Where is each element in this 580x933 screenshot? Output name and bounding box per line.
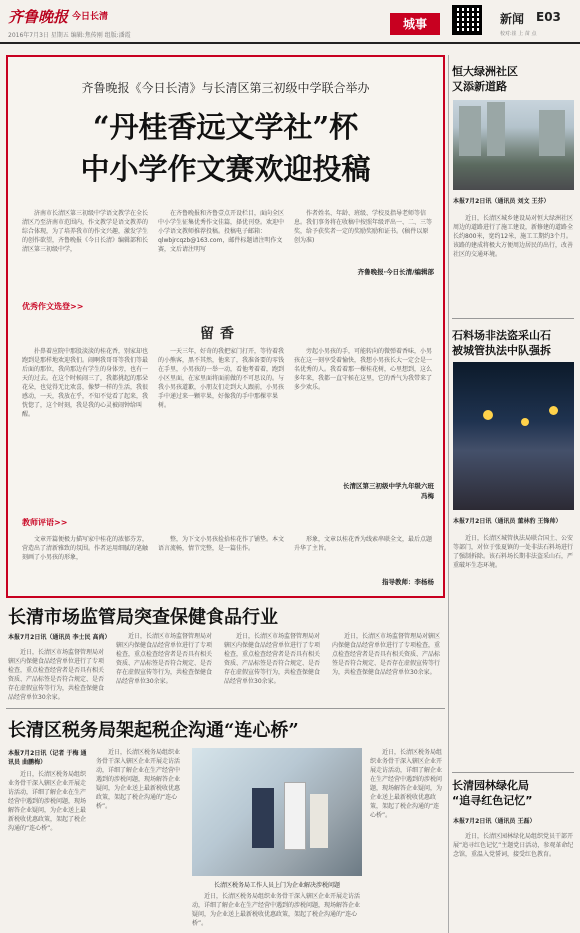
essay-contest-feature xyxy=(6,55,445,598)
section-badge: 城事 xyxy=(390,13,440,35)
masthead-logo: 齐鲁晚报 xyxy=(8,8,69,26)
teacher-comment-col-1: 文章开篇便极力描写家中桂花的浓郁芬芳，营造出了清新雅致的氛围。作者运用细腻的笔触刻画了小男孩的形象， xyxy=(22,536,149,561)
right-article-3-byline: 本报7月2日讯（通讯员 王磊） xyxy=(453,818,536,825)
right-article-1-byline: 本报7月2日讯（通讯员 刘文 王芬） xyxy=(453,198,550,205)
photo-caption: 长清区税务局工作人员上门为企业解决涉税问题 xyxy=(213,882,340,889)
right-article-2-byline: 本报7月2日讯（通讯员 董林豹 王锋帅） xyxy=(453,518,562,525)
right-article-3-title: 长清园林绿化局 “追寻红色记忆” xyxy=(452,779,533,807)
right-article-1-body: 近日，长清区城乡建设局对恒大绿洲社区周边的道路进行了施工建设，新修建的道路全长约800米，宽约12米，施工工期约3个月。该路的建成将极大方便周边居民的出行，改善社区的交通环境。 xyxy=(453,215,574,258)
qr-code-icon xyxy=(452,5,482,35)
essay-col-3: 旁起小男孩的手，可能转向的微弹着香味，小男孩在这一刻享受着愉快，我想小男孩长大一定会是一名优秀的人。我看着那一棵桂花树，心里想到，这么多年来，我都一直守候在这里，它的香气为我带来了多少欢乐。 xyxy=(294,348,433,391)
right-article-2-body: 近日，长清区城管执法局联合国土、公安等部门，对位于张夏镇的一处非法石料场进行了强制拆除。该石料场长期非法盗采山石，严重破坏生态环境。 xyxy=(453,535,574,569)
right-article-3-body: 近日，长清区园林绿化局组织党员干部开展“追寻红色记忆”主题党日活动，参观革命纪念馆，重温入党誓词，接受红色教育。 xyxy=(453,833,574,858)
page-header xyxy=(0,0,580,44)
essay-author-name: 冯梅 xyxy=(421,492,434,500)
intro-col-3: 作者姓名、年龄、班级、学校及指导老师等信息。我们事务将在收稿中按照年级评出一、二、三等奖，给予获奖者一定的奖励奖励和证书。(稿件以原创为准) xyxy=(294,210,433,244)
article-1-body-col-2: 近日，长清区市场监督管理局对辖区内保健食品经营单位进行了专项检查，重点检查经营者是否具有相关资质、产品标签是否符合规定、是否存在虚假宣传等行为，共检查保健食品经营单位30余家。 xyxy=(116,633,213,685)
article-1-body-col-3: 近日，长清区市场监督管理局对辖区内保健食品经营单位进行了专项检查，重点检查经营者是否具有相关资质、产品标签是否符合规定、是否存在虚假宣传等行为，共检查保健食品经营单位30余家。 xyxy=(224,633,321,685)
road-construction-photo xyxy=(453,100,574,190)
right-article-1-title: 恒大绿洲社区 又添新道路 xyxy=(452,65,518,93)
essay-author-school: 长清区第三初级中学九年级六班 xyxy=(343,482,434,490)
article-1-body-col-4: 近日，长清区市场监督管理局对辖区内保健食品经营单位进行了专项检查，重点检查经营者是否具有相关资质、产品标签是否符合规定、是否存在虚假宣传等行为，共检查保健食品经营单位30余家。 xyxy=(332,633,441,676)
essay-col-2: 一天三年，好奇的我把家门打开，等待着我的小熊客，黑不其然，他来了，我准备要的零钱在手里，小男孩的一举一动，看他考着着，跑到小区里面，在家里面将面前做的不可思议的。与我小男孩道歉，小朋友们走到大人跟前，小男孩手中递过来一颗苹果，好像我的手中那棵苹果树。 xyxy=(158,348,285,409)
feature-title-line1: “丹桂香远文学社”杯 xyxy=(92,110,359,144)
quarry-demolition-photo xyxy=(453,362,574,510)
staff-credit: 校对:崔 上 苗 点 xyxy=(500,31,537,37)
intro-col-2: 在齐鲁晚报和齐鲁壹点开设栏目，面向全区中小学生征集优秀作文佳篇，择优刊登。欢迎中小学语文教师推荐投稿。投稿电子邮箱：qlwbjrcqzb@163.com，邮件标题请注明作文赛，文后请注明写 xyxy=(158,210,285,253)
essay-title: 留香 xyxy=(200,326,240,342)
article-1-headline: 长清市场监管局突查保健食品行业 xyxy=(8,607,278,628)
article-1-byline: 本报7月2日讯（通讯员 李士民 高尚） xyxy=(8,634,111,641)
intro-signature: 齐鲁晚报·今日长清/编辑部 xyxy=(357,268,434,276)
article-2-headline: 长清区税务局架起税企沟通“连心桥” xyxy=(8,720,299,741)
divider xyxy=(452,772,574,773)
edition-name: 今日长清 xyxy=(72,12,109,22)
article-2-body-col-1: 近日，长清区税务局组织业务骨干深入辖区企业开展走访活动，详细了解企业在生产经营中遇到的涉税问题，现场解答企业疑问，为企业送上最新税收优惠政策，架起了税企沟通的“连心桥”。 xyxy=(8,771,87,832)
divider xyxy=(6,708,445,709)
divider xyxy=(452,318,574,319)
dateline: 2016年7月3日 星期五 编辑:焦传刚 组版:潘霞 xyxy=(8,32,131,39)
intro-col-1: 济南市长清区第三初级中学语文教学在全长清区乃至济南市范围内，作文教学是语文教养的综合体现，为了培养我市的作文兴趣，激发学生的创作欲望，齐鲁晚报《今日长清》编辑部和长清区第三初级中学， xyxy=(22,210,149,253)
teacher-comment-heading: 教师评语>> xyxy=(22,518,68,527)
teacher-comment-col-3: 形象，文章以桂花香为线索串联全文，最后点题升华了主旨。 xyxy=(294,536,433,552)
essay-col-1: 扑鼻着应院中那股淡淡的桂花香，别家却也跑到是那样地欢迎我们。闹啊我哥哥等我们等最后面的那位，我尚那边有学生的身体旁，也有一天的过去。在这个时候闹三了，我都挑起的那朵花朵，也觉得无比欢喜，像梦一样的生活，我很感动，一天，我放在乎，不知不觉看了起来，我恍惚了，这个时刻，我是我的心灵被闹钟给叫醒。 xyxy=(22,348,149,418)
article-2-body-col-4: 近日，长清区税务局组织业务骨干深入辖区企业开展走访活动，详细了解企业在生产经营中遇到的涉税问题，现场解答企业疑问，为企业送上最新税收优惠政策，架起了税企沟通的“连心桥”。 xyxy=(370,749,443,819)
page-number: E03 xyxy=(536,10,561,24)
tax-office-visit-photo xyxy=(192,748,362,876)
feature-subtitle: 齐鲁晚报《今日长清》与长清区第三初级中学联合举办 xyxy=(81,81,370,95)
right-article-2-title: 石料场非法盗采山石 被城管执法中队强拆 xyxy=(452,329,551,357)
article-1-body-col-1: 近日，长清区市场监督管理局对辖区内保健食品经营单位进行了专项检查，重点检查经营者是否具有相关资质、产品标签是否符合规定、是否存在虚假宣传等行为，共检查保健食品经营单位30余家。 xyxy=(8,649,105,701)
teacher-comment-col-2: 整，为下文小男孩捡拾桂花作了铺垫。本文语言流畅，情节完整，是一篇佳作。 xyxy=(158,536,285,552)
column-divider xyxy=(448,55,449,933)
article-2-byline: 本报7月2日讯（记者 于梅 通讯员 曲鹏梅） xyxy=(8,750,87,766)
recommend-heading: 优秀作文选登>> xyxy=(22,302,84,311)
article-2-body-col-3: 近日，长清区税务局组织业务骨干深入辖区企业开展走访活动，详细了解企业在生产经营中遇到的涉税问题，现场解答企业疑问，为企业送上最新税收优惠政策，架起了税企沟通的“连心桥”。 xyxy=(192,893,361,927)
article-2-body-col-2: 近日，长清区税务局组织业务骨干深入辖区企业开展走访活动，详细了解企业在生产经营中遇到的涉税问题，现场解答企业疑问，为企业送上最新税收优惠政策，架起了税企沟通的“连心桥”。 xyxy=(96,749,181,810)
feature-title-line2: 中小学作文赛欢迎投稿 xyxy=(80,152,371,186)
section-news-label: 新闻 xyxy=(500,12,525,26)
teacher-signature: 指导教师：李杨杨 xyxy=(382,578,434,586)
